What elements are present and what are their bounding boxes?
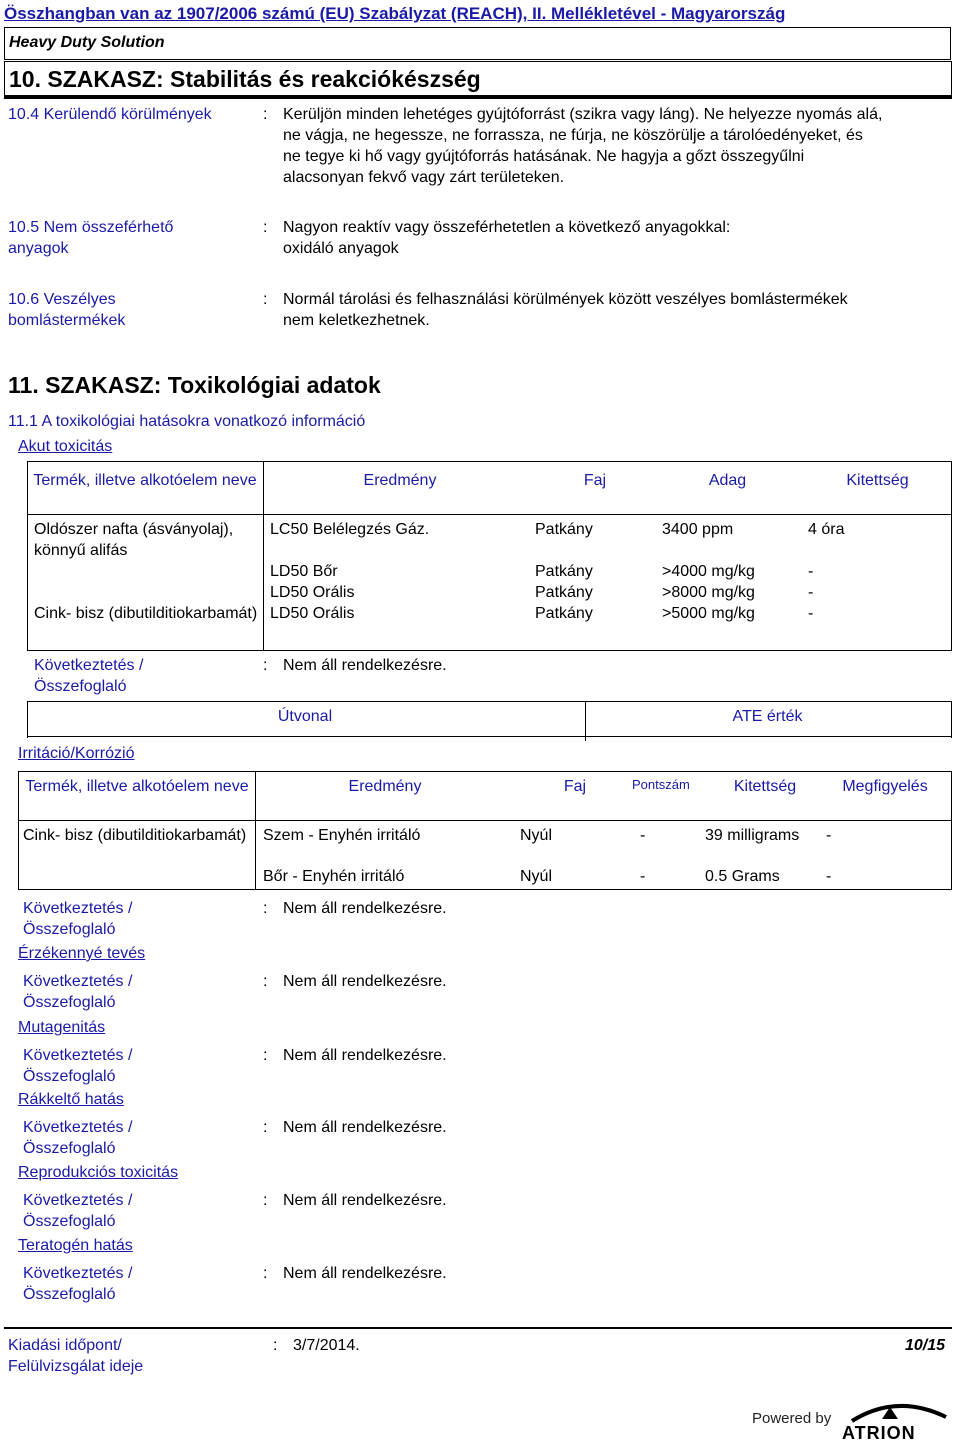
divider xyxy=(4,95,952,99)
acute-row-2-result: LD50 Bőr xyxy=(270,563,338,580)
item-10-6-line2: nem keletkezhetnek. xyxy=(283,312,430,329)
sensitization-heading: Érzékennyé tevés xyxy=(18,945,146,962)
acute-row-4-species: Patkány xyxy=(535,605,593,622)
powered-by-text: Powered by xyxy=(752,1410,832,1427)
colon: : xyxy=(263,1119,268,1136)
sensitization-conclusion-label: Következtetés / Összefoglaló xyxy=(23,973,133,1011)
product-name: Heavy Duty Solution xyxy=(9,34,165,51)
colon: : xyxy=(263,657,268,674)
teratogenicity-conclusion-label: Következtetés / Összefoglaló xyxy=(23,1265,133,1303)
acute-toxicity-heading: Akut toxicitás xyxy=(18,438,113,455)
acute-conclusion-value: Nem áll rendelkezésre. xyxy=(283,657,447,674)
item-10-5-label-2: anyagok xyxy=(8,240,69,257)
irr-row-1-species: Nyúl xyxy=(520,827,553,844)
col-header-name: Termék, illetve alkotóelem neve xyxy=(33,472,257,489)
irr-row-1-result: Szem - Enyhén irritáló xyxy=(263,827,421,844)
acute-row-1-exposure: 4 óra xyxy=(808,521,845,538)
colon: : xyxy=(263,1265,268,1282)
acute-row-4-exposure: - xyxy=(808,605,814,622)
acute-row-1-result: LC50 Belélegzés Gáz. xyxy=(270,521,430,538)
item-10-6-label-2: bomlástermékek xyxy=(8,312,126,329)
acute-row-1-species: Patkány xyxy=(535,521,593,538)
carcinogenicity-conclusion-value: Nem áll rendelkezésre. xyxy=(283,1119,447,1136)
colon: : xyxy=(263,1192,268,1209)
irr-name: Cink- bisz (dibutilditiokarbamát) xyxy=(23,827,247,844)
acute-row-4-name: Cink- bisz (dibutilditiokarbamát) xyxy=(34,605,258,622)
reproductive-toxicity-heading: Reprodukciós toxicitás xyxy=(18,1164,179,1181)
footer-divider xyxy=(4,1327,952,1329)
acute-row-3-result: LD50 Orális xyxy=(270,584,355,601)
item-10-4-line1: Kerüljön minden lehetéges gyújtóforrást (szikra vagy láng). Ne helyezze nyomás alá, xyxy=(283,106,883,123)
colon: : xyxy=(273,1337,278,1354)
irr-row-1-exposure: 39 milligrams xyxy=(705,827,800,844)
irr-row-2-score: - xyxy=(640,868,646,885)
colon: : xyxy=(263,106,268,123)
item-10-4-label: 10.4 Kerülendő körülmények xyxy=(8,106,212,123)
irr-row-2-species: Nyúl xyxy=(520,868,553,885)
sensitization-conclusion-value: Nem áll rendelkezésre. xyxy=(283,973,447,990)
irr-row-2-result: Bőr - Enyhén irritáló xyxy=(263,868,405,885)
col-header-exposure: Kitettség xyxy=(846,472,909,489)
mutagenicity-conclusion-label: Következtetés / Összefoglaló xyxy=(23,1047,133,1085)
product-name-box xyxy=(4,27,951,60)
table-divider xyxy=(263,461,264,651)
irr-conclusion-value: Nem áll rendelkezésre. xyxy=(283,900,447,917)
colon: : xyxy=(263,973,268,990)
table-divider xyxy=(27,514,952,515)
table-divider xyxy=(255,771,256,889)
item-10-6-label-1: 10.6 Veszélyes xyxy=(8,291,116,308)
acute-row-2-dose: >4000 mg/kg xyxy=(662,563,755,580)
acute-row-1-name: Oldószer nafta (ásványolaj), könnyű alifás xyxy=(34,521,234,559)
table-divider xyxy=(18,820,952,821)
item-10-5-line2: oxidáló anyagok xyxy=(283,240,399,257)
teratogenicity-heading: Teratogén hatás xyxy=(18,1237,133,1254)
carcinogenicity-conclusion-label: Következtetés / Összefoglaló xyxy=(23,1119,133,1157)
irr-col-header-score: Pontszám xyxy=(632,777,690,792)
col-header-species: Faj xyxy=(583,472,607,489)
irr-col-header-observation: Megfigyelés xyxy=(842,778,928,795)
irr-row-1-score: - xyxy=(640,827,646,844)
colon: : xyxy=(263,219,268,236)
irritation-heading: Irritáció/Korrózió xyxy=(18,745,135,762)
reproductive-conclusion-label: Következtetés / Összefoglaló xyxy=(23,1192,133,1230)
col-header-dose: Adag xyxy=(708,472,747,489)
ate-col-value: ATE érték xyxy=(732,708,803,725)
mutagenicity-heading: Mutagenitás xyxy=(18,1019,106,1036)
irr-row-2-exposure: 0.5 Grams xyxy=(705,868,780,885)
section-10-title: 10. SZAKASZ: Stabilitás és reakciókészség xyxy=(9,66,481,92)
acute-row-4-dose: >5000 mg/kg xyxy=(662,605,755,622)
acute-row-2-species: Patkány xyxy=(535,563,593,580)
irr-col-header-result: Eredmény xyxy=(348,778,422,795)
acute-conclusion-label: Következtetés / Összefoglaló xyxy=(34,657,144,695)
item-10-4-line4: alacsonyan fekvő vagy zárt területeken. xyxy=(283,169,565,186)
col-header-result: Eredmény xyxy=(363,472,437,489)
atrion-logo xyxy=(842,1397,952,1443)
irr-col-header-name: Termék, illetve alkotóelem neve xyxy=(25,778,249,795)
irr-conclusion-label: Következtetés / Összefoglaló xyxy=(23,900,133,938)
colon: : xyxy=(263,291,268,308)
colon: : xyxy=(263,900,268,917)
colon: : xyxy=(263,1047,268,1064)
acute-row-1-dose: 3400 ppm xyxy=(662,521,734,538)
mutagenicity-conclusion-value: Nem áll rendelkezésre. xyxy=(283,1047,447,1064)
item-10-4-line3: ne tegye ki hő vagy gyújtóforrás hatásának. Ne hagyja a gőzt összegyűlni xyxy=(283,148,805,165)
ate-col-route: Útvonal xyxy=(277,708,333,725)
section-11-title: 11. SZAKASZ: Toxikológiai adatok xyxy=(8,372,381,398)
item-10-4-line2: ne vágja, ne hegessze, ne forrassza, ne fúrja, ne köszörülje a tárolóedényeket, és xyxy=(283,127,863,144)
irr-row-2-observation: - xyxy=(826,868,832,885)
item-10-5-label-1: 10.5 Nem összeférhető xyxy=(8,219,174,236)
irr-col-header-species: Faj xyxy=(563,778,587,795)
carcinogenicity-heading: Rákkeltő hatás xyxy=(18,1091,124,1108)
table-divider xyxy=(585,701,586,741)
table-divider xyxy=(27,736,952,737)
footer-date-value: 3/7/2014. xyxy=(293,1337,360,1354)
acute-row-4-result: LD50 Orális xyxy=(270,605,355,622)
section-11-subtitle: 11.1 A toxikológiai hatásokra vonatkozó információ xyxy=(8,413,366,430)
acute-row-3-exposure: - xyxy=(808,584,814,601)
irr-col-header-exposure: Kitettség xyxy=(733,778,797,795)
document-header-title: Összhangban van az 1907/2006 számú (EU) Szabályzat (REACH), II. Mellékletével - Magyarország xyxy=(4,4,786,23)
item-10-6-line1: Normál tárolási és felhasználási körülmények között veszélyes bomlástermékek xyxy=(283,291,848,308)
acute-row-3-dose: >8000 mg/kg xyxy=(662,584,755,601)
item-10-5-line1: Nagyon reaktív vagy összeférhetetlen a következő anyagokkal: xyxy=(283,219,731,236)
teratogenicity-conclusion-value: Nem áll rendelkezésre. xyxy=(283,1265,447,1282)
atrion-brand-text: ATRION xyxy=(842,1423,916,1443)
section-10-title-box xyxy=(4,61,952,96)
reproductive-conclusion-value: Nem áll rendelkezésre. xyxy=(283,1192,447,1209)
footer-date-label: Kiadási időpont/ Felülvizsgálat ideje xyxy=(8,1337,144,1375)
irr-row-1-observation: - xyxy=(826,827,832,844)
page-number: 10/15 xyxy=(905,1337,946,1354)
acute-row-3-species: Patkány xyxy=(535,584,593,601)
acute-row-2-exposure: - xyxy=(808,563,814,580)
